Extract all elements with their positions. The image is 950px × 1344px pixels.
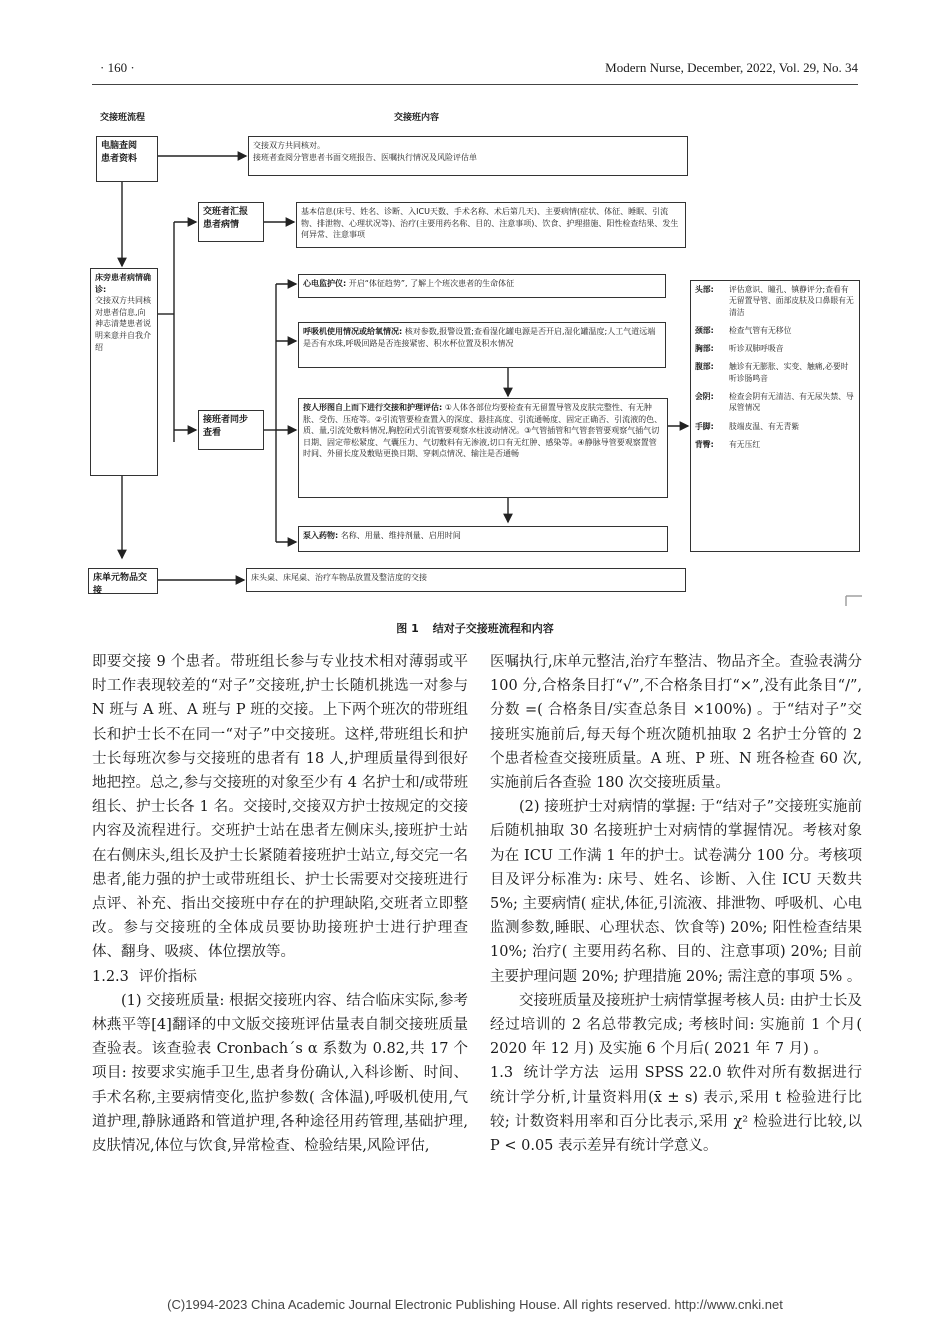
monitor-body: 开启“体征趋势”, 了解上个班次患者的生命体征 (348, 279, 515, 288)
bedside-body: 交接双方共同核对患者信息,向神志清楚患者说明来意并自我介绍 (95, 296, 151, 352)
body-part-label: 颈部: (695, 325, 714, 335)
caption-text: 结对子交接班流程和内容 (432, 622, 554, 635)
pump-body: 名称、用量、维持剂量、启用时间 (340, 531, 461, 540)
monitor-title: 心电监护仪: (303, 279, 347, 288)
bedside-title: 床旁患者病情确诊: (95, 273, 151, 294)
section-title: 评价指标 (138, 968, 197, 985)
body-map-row (695, 391, 855, 414)
left-para-1: 即要交接 9 个患者。带班组长参与专业技术相对薄弱或平时工作表现较差的“对子”交接班,护士长随机挑选一对参与 N 班与 A 班、A 班与 P 班的交接。上下两个班次的带班组长和护士长不在同一“对子”中交接班。这样,带班组长和护士长每班次参与交接班的患者有 18 人,护理质量得到很好地把控。总之,参与交接班的对象至少有 4 名护士和/或带班组长、护士长各 1 名。交接时,交接双方护士按规定的交接内容及流程进行。交班护士站在患者左侧床头,接班护士站在右侧床头,组长及护士长紧随着接班护士站立,每交完一名患者,能力强的护士或带班组长、护士长需要对交接班进行点评、补充、指出交接班中存在的护理缺陷,交班者立即整改。参与交接班的全体成员要协助接班护士进行护理查体、翻身、吸痰、体位摆放等。 (92, 654, 468, 961)
content-pump (298, 526, 668, 552)
body-part-label: 背臀: (695, 439, 714, 449)
right-para-3: 交接班质量及接班护士病情掌握考核人员: 由护士长及经过培训的 2 名总带教完成; 考核时间: 实施前 1 个月( 2020 年 12 月) 及实施 6 个月后( 2021 年 7 月) 。 (490, 992, 862, 1058)
body-part-label: 会阴: (695, 392, 714, 402)
body-map-row (695, 325, 855, 336)
ventilator-title: 呼吸机使用情况或给氧情况: (303, 327, 403, 336)
header-rule (92, 84, 858, 85)
right-para-2: (2) 接班护士对病情的掌握: 于“结对子”交接班实施前后随机抽取 30 名接班护士对病情的掌握情况。考核对象为在 ICU 工作满 1 年的护士。试卷满分 100 分。考核项目及评分标准为: 床号、姓名、诊断、入住 ICU 天数共 5%; 主要病情( 症状,体征,引流液、排泄物、呼吸机、心电监测参数,睡眠、心理状态、饮食等) 20%; 阳性检查结果 10%; 治疗( 主要用药名称、目的、注意事项) 20%; 目前主要护理问题 20%; 护理措施 20%; 需注意的事项 5% 。 (490, 799, 862, 985)
body-map-row (695, 421, 855, 432)
pump-title: 泵入药物: (303, 531, 339, 540)
body-map-panel (690, 280, 860, 552)
assessment-body: ①人体各部位均要检查有无留置导管及皮肤完整性、有无肿胀、受伤、压疮等。②引流管要检查置入的深度、悬挂高度、引流通畅度、固定正确否、引流液的色、质、量,引流处敷料情况,胸腔闭式引流管要观察水柱波动情况。③气管插管和气管套管要观察气插气切日期、固定带松紧度、气囊压力、气切敷料有无渗液,切口有无红肿、感染等。④静脉导管要观察置管时间、外留长度及敷贴更换日期、穿刺点情况、输注是否通畅 (303, 403, 663, 459)
journal-header: Modern Nurse, December, 2022, Vol. 29, No. 34 (605, 60, 858, 75)
figure-flowchart (88, 96, 863, 616)
body-part-desc: 触诊有无膨胀、实变、触痛,必要时听诊肠鸣音 (729, 362, 849, 383)
body-part-label: 手脚: (695, 421, 714, 431)
figure-caption (0, 620, 950, 636)
body-map-row (695, 439, 855, 450)
content-review: 交接双方共同核对。 接班者查阅分管患者书面交班报告、医嘱执行情况及风险评估单 (248, 136, 688, 176)
content-unit: 床头桌、床尾桌、治疗车物品放置及整洁度的交接 (246, 568, 686, 592)
section-number: 1.2.3 (92, 968, 129, 985)
body-part-desc: 有无压红 (729, 439, 761, 449)
left-para-2: (1) 交接班质量: 根据交接班内容、结合临床实际,参考林燕平等[4]翻译的中文版交接班评估量表自制交接班质量查验表。该查验表 Cronbach´s α 系数为 0.82,共 17 个项目: 按要求实施手卫生,患者身份确认,入科诊断、时间、手术名称,主要病情变化,监护参数( 含体温),呼吸机使用,气道护理,静脉通路和管道护理,各种途径用药管理,基础护理,皮肤情况,体位与饮食,异常检查、检验结果,风险评估, (92, 992, 468, 1155)
body-part-desc: 检查会阴有无清洁、有无尿失禁、导尿管情况 (729, 392, 854, 413)
section-1-3 (490, 1061, 862, 1158)
section-title: 统计学方法 (523, 1065, 600, 1082)
process-sync: 接班者同步 查看 (198, 410, 264, 450)
body-map-row (695, 284, 855, 318)
process-bedside (90, 268, 158, 476)
col-header-content: 交接班内容 (394, 113, 440, 123)
content-monitor (298, 274, 666, 298)
content-assessment (298, 398, 668, 498)
right-para-1: 医嘱执行,床单元整洁,治疗车整洁、物品齐全。查验表满分 100 分,合格条目打“√”,不合格条目打“×”,没有此条目“/”,分数 =( 合格条目/实查总条目 ×100%) 。于“结对子”交接班实施前后,每天每个班次随机抽取 2 名护士分管的 2 个患者检查交接班质量。A 班、P 班、N 班各检查 60 次,实施前后各查验 180 次交接班质量。 (490, 654, 862, 792)
page-number: · 160 · (100, 60, 135, 75)
section-1-2-3 (92, 965, 468, 989)
copyright-footer: (C)1994-2023 China Academic Journal Electronic Publishing House. All rights reserved. http://www.cnki.net (167, 1297, 783, 1312)
body-part-desc: 听诊双肺呼吸音 (729, 344, 784, 354)
caption-number: 图 1 (396, 622, 419, 635)
content-report: 基本信息(床号、姓名、诊断、入ICU天数、手术名称、术后第几天)、主要病情(症状、体征、睡眠、引流物、排泄物、心理状况等)、治疗(主要用药名称、目的、注意事项)、饮食、护理措施、阳性检查结果、发生何异常、注意事项 (296, 202, 686, 248)
body-map-row (695, 361, 855, 384)
process-unit: 床单元物品交接 (88, 568, 158, 594)
assessment-title: 按人形图自上而下进行交接和护理评估: (303, 403, 443, 412)
process-review: 电脑查阅 患者资料 (96, 136, 158, 182)
body-part-label: 胸部: (695, 344, 714, 354)
section-number: 1.3 (490, 1065, 514, 1082)
col-header-process: 交接班流程 (100, 113, 146, 123)
right-column (490, 650, 862, 1158)
content-ventilator (298, 322, 666, 368)
body-part-desc: 评估意识、瞳孔、镇静评分;查看有无留置导管、面部皮肤及口鼻眼有无清洁 (729, 285, 854, 317)
process-report: 交班者汇报 患者病情 (198, 202, 264, 242)
body-part-label: 头部: (695, 285, 714, 294)
body-part-desc: 肢端皮温、有无青紫 (729, 421, 800, 431)
right-para-4: 运用 SPSS 22.0 软件对所有数据进行统计学分析,计量资料用(x̄ ± s) 表示,采用 t 检验进行比较; 计数资料用率和百分比表示,采用 χ² 检验进行比较,以 P < 0.05 表示差异有统计学意义。 (490, 1065, 862, 1155)
left-column (92, 650, 468, 1158)
body-map-row (695, 343, 855, 354)
ventilator-body: 核对参数,报警设置;查看湿化罐电源是否开启,湿化罐温度;人工气道远端是否有水珠,呼吸回路是否连接紧密、积水杯位置及积水情况 (303, 327, 656, 348)
body-part-desc: 检查气管有无移位 (729, 325, 792, 335)
body-part-label: 腹部: (695, 362, 714, 372)
